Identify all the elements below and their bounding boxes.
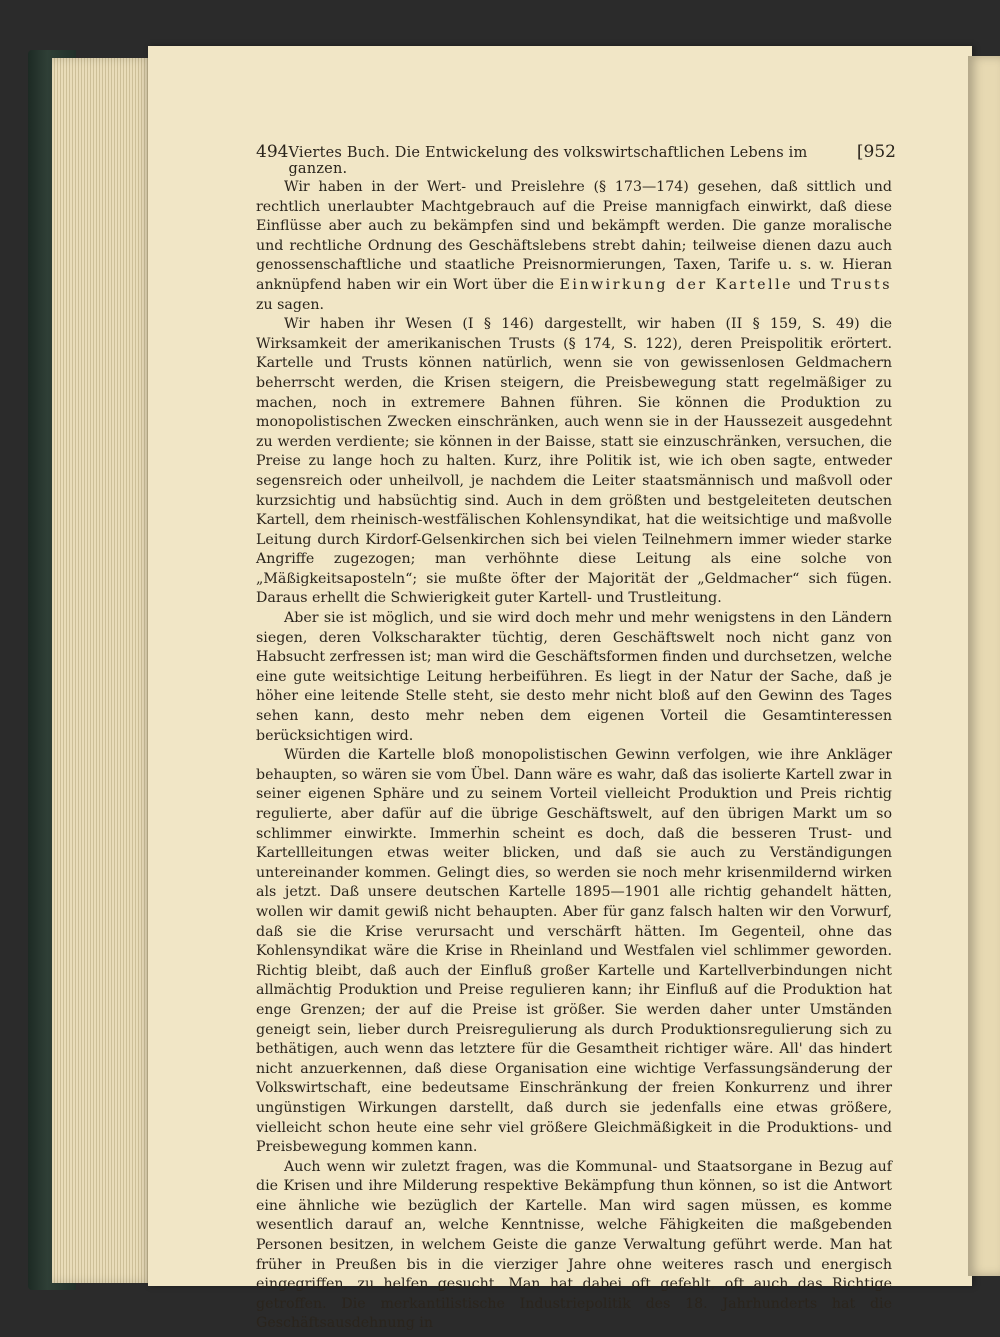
paragraph-1-end: zu sagen. [256,296,324,313]
page-number: 494 [256,142,289,162]
paragraph-2: Wir haben ihr Wesen (I § 146) dargestellt, wir haben (II § 159, S. 49) die Wirksamkeit der amerikanischen Trusts (§ 174, S. 122), deren Preispolitik erörtert. Kartelle und Trusts können natürlich, wenn sie von gewissenlosen Geldmachern beherrscht werden, die Krisen steigern, die Preisbewegung statt regelmäßiger zu machen, noch in extremere Bahnen führen. Sie können die Produktion zu monopolistischen Zwecken einschränken, auch wenn sie in der Haussezeit ausgedehnt zu werden verdiente; sie können in der Baisse, statt sie einzuschränken, versuchen, die Preise zu lange hoch zu halten. Kurz, ihre Politik ist, wie ich oben sagte, entweder segensreich oder unheilvoll, je nachdem die Leiter staatsmännisch und maßvoll oder kurzsichtig und habsüchtig sind. Auch in dem größten und bestgeleiteten deutschen Kartell, dem rheinisch-westfälischen Kohlensyndikat, hat die weitsichtige und maßvolle Leitung durch Kirdorf-Gelsenkirchen sich bei vielen Teilnehmern immer wieder starke Angriffe zugezogen; man verhöhnte diese Leitung als eine solche von „Mäßigkeitsaposteln“; sie mußte öfter der Majorität der „Geldmacher“ sich fügen. Daraus erhellt die Schwierigkeit guter Kartell- und Trustleitung. [256,316,892,607]
paragraph-5: Auch wenn wir zuletzt fragen, was die Kommunal- und Staatsorgane in Bezug auf die Krisen und ihre Milderung respektive Bekämpfung thun können, so ist die Antwort eine ähnliche wie bezüglich der Kartelle. Man wird sagen müssen, es komme wesentlich darauf an, welche Kenntnisse, welche Fähigkeiten die maßgebenden Personen besitzen, in welchem Geiste die ganze Verwaltung geführt werde. Man hat früher in Preußen bis in die vierziger Jahre ohne weiteres rasch und energisch eingegriffen, zu helfen gesucht. Man hat dabei oft gefehlt, oft auch das Richtige getroffen. Die merkantilistische Industriepolitik des 18. Jahrhunderts hat die Geschäftsausdehnung in [256,1158,892,1332]
page-edges [52,58,152,1283]
paragraph-3: Aber sie ist möglich, und sie wird doch mehr und mehr wenigstens in den Ländern siegen, deren Volkscharakter tüchtig, deren Geschäftswelt noch nicht ganz von Habsucht zerfressen ist; man wird die Geschäftsformen finden und durchsetzen, welche eine gute weitsichtige Leitung herbeiführen. Es liegt in der Natur der Sache, daß je höher eine leitende Stelle steht, sie desto mehr nicht bloß auf den Gewinn des Tages sehen kann, desto mehr neben dem eigenen Vorteil die Gesamtinteressen berücksichtigen wird. [256,610,892,744]
running-title: Viertes Buch. Die Entwickelung des volkswirtschaftlichen Lebens im ganzen. [288,145,808,177]
body-text [256,178,892,1334]
paragraph-1-text: Wir haben in der Wert- und Preislehre (§ 173—174) gesehen, daß sittlich und rechtlich unerlaubter Machtgebrauch auf die Preise mannigfach einwirkt, daß diese Einflüsse aber auch zu bekämpfen sind und bekämpft werden. Die ganze moralische und rechtliche Ordnung des Geschäftslebens strebt dahin; teilweise dienen dazu auch genossenschaftliche und staatliche Preisnormierungen, Taxen, Tarife u. s. w. Hieran anknüpfend haben wir ein Wort über die [256,179,892,293]
running-header [256,142,896,177]
facing-page-edge [968,56,1000,1276]
paragraph-1 [256,178,892,315]
spaced-emphasis-trusts: Trusts [831,276,892,293]
marginal-number: [952 [856,142,896,162]
spaced-emphasis-kartelle: Einwirkung der Kartelle [559,276,794,293]
paragraph-1-und: und [793,276,832,293]
paragraph-4: Würden die Kartelle bloß monopolistischen Gewinn verfolgen, wie ihre Ankläger behaupten, so wären sie vom Übel. Dann wäre es wahr, daß das isolierte Kartell zwar in seiner eigenen Sphäre und zu seinem Vorteil vielleicht Produktion und Preis richtig regulierte, aber dafür auf die übrige Geschäftswelt, auf den übrigen Markt um so schlimmer einwirkte. Immerhin scheint es doch, daß die besseren Trust- und Kartellleitungen etwas weiter blicken, und daß sie auch zu Verständigungen untereinander kommen. Gelingt dies, so werden sie noch mehr krisenmildernd wirken als jetzt. Daß unsere deutschen Kartelle 1895—1901 alle richtig gehandelt hätten, wollen wir damit gewiß nicht behaupten. Aber für ganz falsch halten wir den Vorwurf, daß sie die Krise verursacht und verschärft hätten. Im Gegenteil, ohne das Kohlensyndikat wäre die Krise in Rheinland und Westfalen viel schlimmer geworden. Richtig bleibt, daß auch der Einfluß großer Kartelle und Kartellverbindungen nicht allmächtig Produktion und Preise regulieren kann; ihr Einfluß auf die Produktion hat enge Grenzen; der auf die Preise ist größer. Sie werden daher unter Umständen geneigt sein, lieber durch Preisregulierung als durch Produktionsregulierung sich zu bethätigen, auch wenn das letztere für die Gesamtheit richtiger wäre. All' das hindert nicht anzuerkennen, daß diese Organisation eine wichtige Verfassungsänderung der Volkswirtschaft, eine bedeutsame Einschränkung der freien Konkurrenz und ihrer ungünstigen Wirkungen darstellt, daß durch sie jedenfalls eine etwas größere, vielleicht schon heute eine sehr viel größere Gleichmäßigkeit in die Produktions- und Preisbewegung kommen kann. [256,747,892,1156]
